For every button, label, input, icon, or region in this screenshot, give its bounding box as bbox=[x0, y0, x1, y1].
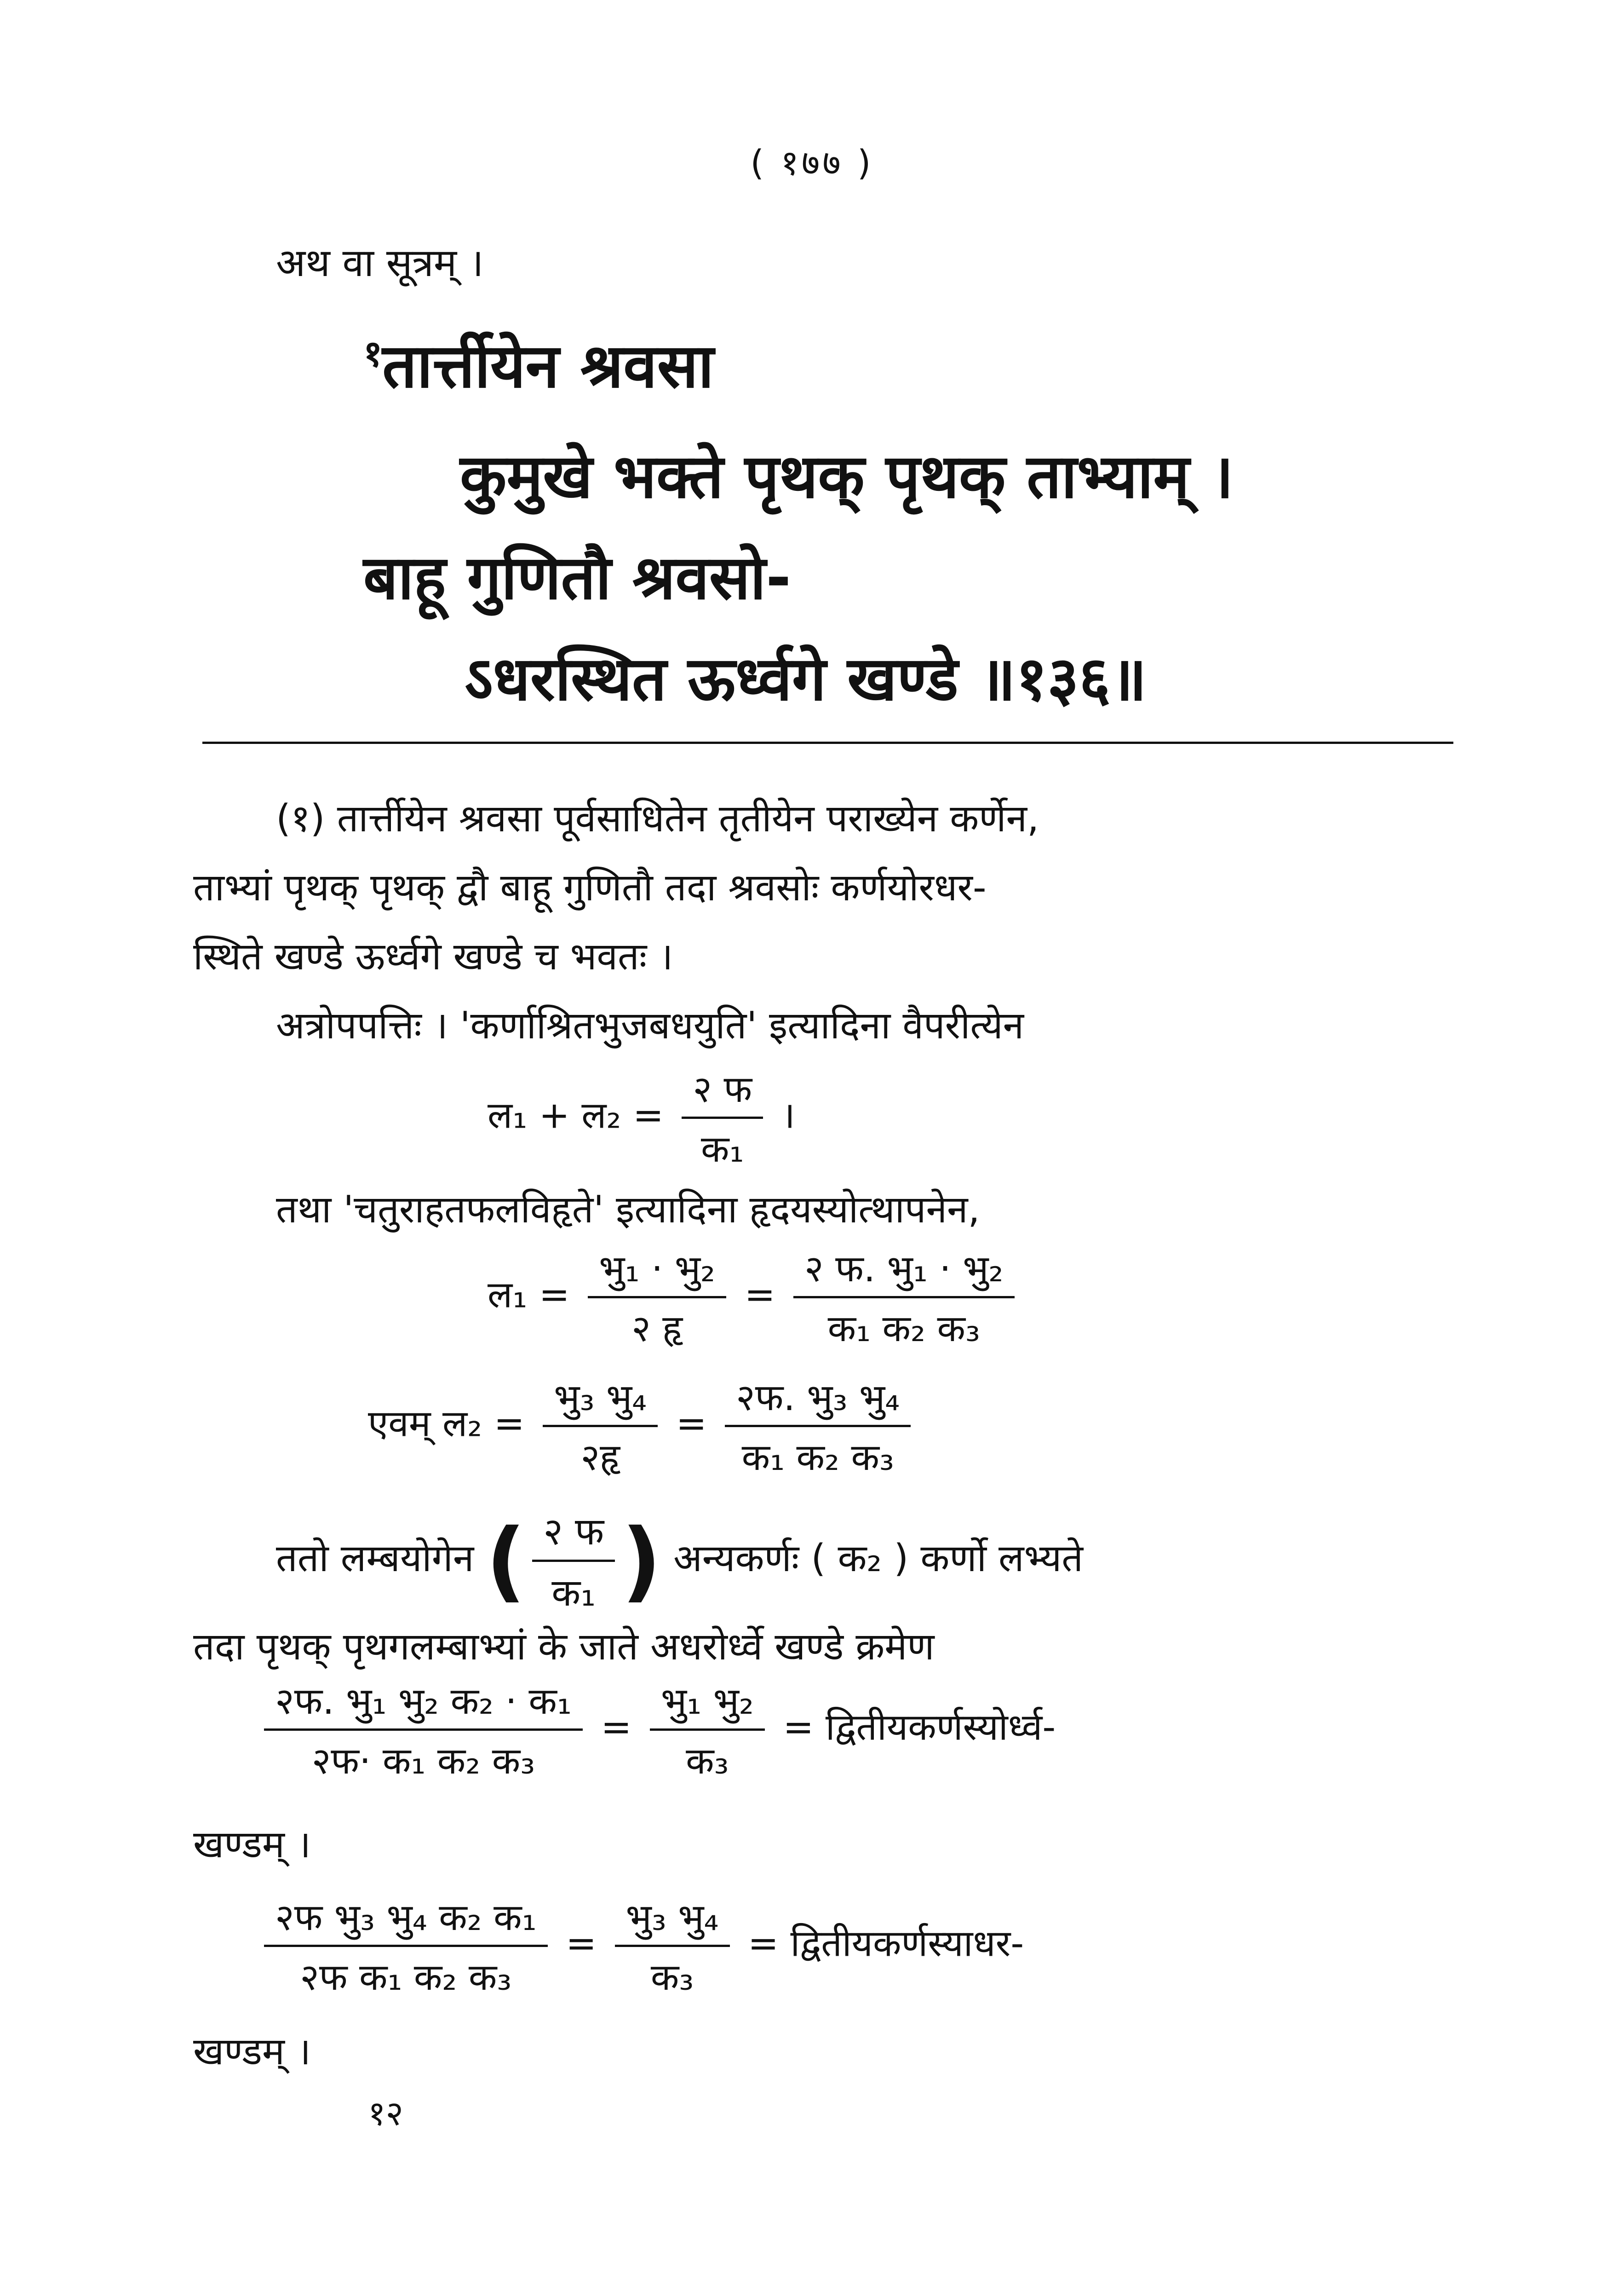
eq4-fraction-1 bbox=[264, 1675, 583, 1785]
eq4-equals: = bbox=[601, 1705, 632, 1749]
equation-3 bbox=[368, 1371, 917, 1481]
equation-4 bbox=[258, 1675, 1056, 1785]
eq5-equals: = bbox=[566, 1922, 597, 1965]
commentary-line-1: (१) तार्त्तीयेन श्रवसा पूर्वसाधितेन तृतीयेन पराख्येन कर्णेन, bbox=[276, 797, 1039, 841]
eq5-text: = द्वितीयकर्णस्याधर- bbox=[748, 1922, 1024, 1965]
eq2-equals: = bbox=[744, 1273, 775, 1316]
upapatti-line: अत्रोपपत्तिः । 'कर्णाश्रितभुजबधयुति' इत्यादिना वैपरीत्येन bbox=[276, 1004, 1024, 1048]
eq1-danda: । bbox=[781, 1094, 795, 1137]
verse-line-3: बाहू गुणितौ श्रवसो- bbox=[363, 542, 791, 613]
equation-5 bbox=[258, 1891, 1024, 2001]
footnote-marker: १ bbox=[363, 332, 383, 375]
eq3-fraction-2 bbox=[725, 1371, 911, 1481]
eq5-fraction-2 bbox=[615, 1891, 730, 2001]
verse-line-1-text: तार्त्तीयेन श्रवसा bbox=[382, 331, 714, 402]
eq3-equals: = bbox=[676, 1402, 707, 1445]
eq1-numerator: २ फ bbox=[682, 1063, 763, 1119]
eq4-r-denominator: क₃ bbox=[686, 1740, 729, 1782]
eq3-f1-denominator: २हृ bbox=[580, 1436, 620, 1479]
eq2-f2-denominator: क₁ क₂ क₃ bbox=[827, 1307, 980, 1350]
eq4-denominator: २फ· क₁ क₂ क₃ bbox=[311, 1740, 535, 1782]
tato-numerator: २ फ bbox=[532, 1504, 615, 1562]
eq2-fraction-2 bbox=[793, 1242, 1014, 1352]
eq1-denominator: क₁ bbox=[701, 1128, 744, 1170]
eq4-continuation: खण्डम् । bbox=[193, 1823, 311, 1866]
eq2-f1-denominator: २ हृ bbox=[631, 1307, 683, 1350]
eq4-fraction-2 bbox=[650, 1675, 765, 1785]
eq3-f2-denominator: क₁ क₂ क₃ bbox=[741, 1436, 894, 1479]
commentary-line-2: ताभ्यां पृथक् पृथक् द्वौ बाहू गुणितौ तदा श्रवसोः कर्णयोरधर- bbox=[193, 866, 987, 910]
eq5-r-numerator: भु₃ भु₄ bbox=[615, 1891, 730, 1947]
eq4-text: द्वितीयकर्णस्योर्ध्व- bbox=[825, 1705, 1056, 1749]
tato-line bbox=[276, 1504, 1083, 1617]
eq3-fraction-1 bbox=[543, 1371, 658, 1481]
eq4-r-numerator: भु₁ भु₂ bbox=[650, 1675, 765, 1731]
eq1-lhs: ल₁ + ल₂ = bbox=[488, 1094, 664, 1137]
eq5-continuation: खण्डम् । bbox=[193, 2030, 311, 2074]
eq4-equals-2: = bbox=[783, 1705, 814, 1749]
eq3-lhs: एवम् ल₂ = bbox=[368, 1402, 525, 1445]
right-paren: ) bbox=[621, 1510, 662, 1612]
eq2-lhs: ल₁ = bbox=[488, 1273, 570, 1316]
eq1-fraction bbox=[682, 1063, 763, 1173]
equation-2 bbox=[488, 1242, 1021, 1352]
verse-line-1 bbox=[363, 322, 714, 405]
page-number: ( १७७ ) bbox=[750, 142, 874, 183]
verse-line-2: कुमुखे भक्ते पृथक् पृथक् ताभ्याम् । bbox=[460, 441, 1234, 512]
eq3-f2-numerator: २फ. भु₃ भु₄ bbox=[725, 1371, 911, 1427]
eq2-fraction-1 bbox=[588, 1242, 726, 1352]
tatha-line: तथा 'चतुराहतफलविहृते' इत्यादिना हृदयस्योत्थापनेन, bbox=[276, 1188, 980, 1232]
tada-line: तदा पृथक् पृथगलम्बाभ्यां के जाते अधरोर्ध्वे खण्डे क्रमेण bbox=[193, 1625, 935, 1669]
section-divider bbox=[202, 742, 1453, 744]
signature-mark: १२ bbox=[368, 2094, 403, 2133]
eq5-r-denominator: क₃ bbox=[650, 1956, 694, 1999]
equation-1 bbox=[488, 1063, 795, 1173]
eq4-numerator: २फ. भु₁ भु₂ क₂ · क₁ bbox=[264, 1675, 583, 1731]
eq2-f1-numerator: भु₁ · भु₂ bbox=[588, 1242, 726, 1298]
tato-fraction bbox=[532, 1504, 615, 1617]
eq5-fraction-1 bbox=[264, 1891, 548, 2001]
tato-text-a: ततो लम्बयोगेन bbox=[276, 1536, 474, 1580]
eq2-f2-numerator: २ फ. भु₁ · भु₂ bbox=[793, 1242, 1014, 1298]
commentary-line-3: स्थिते खण्डे ऊर्ध्वगे खण्डे च भवतः । bbox=[193, 935, 673, 979]
eq5-denominator: २फ क₁ क₂ क₃ bbox=[300, 1956, 512, 1999]
tato-text-b: अन्यकर्णः ( क₂ ) कर्णो लभ्यते bbox=[673, 1536, 1083, 1580]
left-paren: ( bbox=[486, 1510, 526, 1612]
verse-line-4: ऽधरस्थित ऊर्ध्वगे खण्डे ॥१३६॥ bbox=[465, 644, 1147, 714]
intro-line: अथ वा सूत्रम् । bbox=[276, 240, 484, 285]
eq3-f1-numerator: भु₃ भु₄ bbox=[543, 1371, 658, 1427]
tato-denominator: क₁ bbox=[551, 1571, 596, 1615]
eq5-numerator: २फ भु₃ भु₄ क₂ क₁ bbox=[264, 1891, 548, 1947]
